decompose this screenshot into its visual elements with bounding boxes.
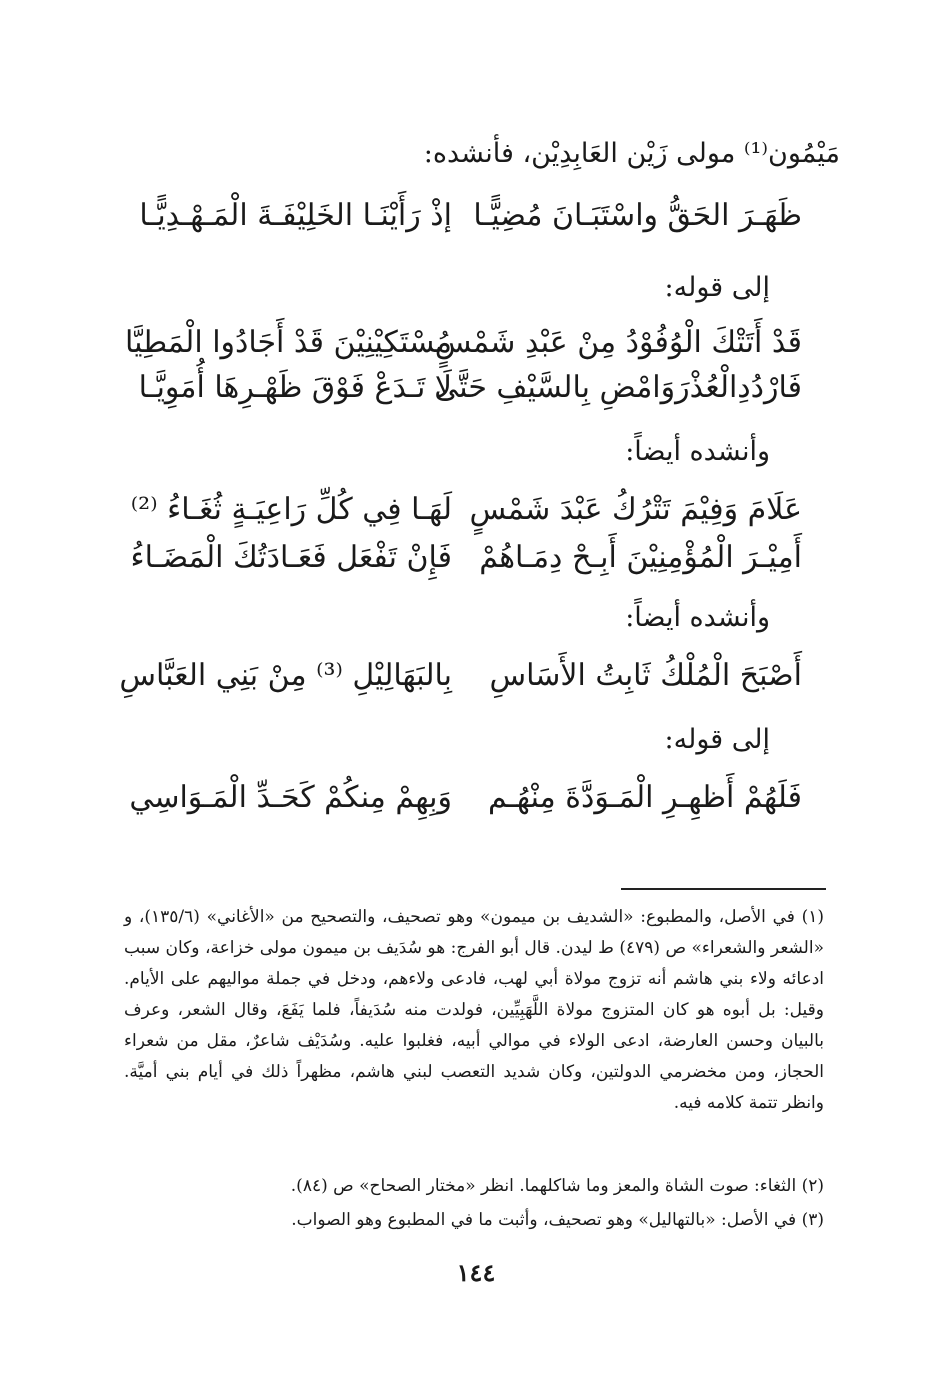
footnote-divider (621, 888, 826, 890)
verse-4-first-hemistich: عَلَامَ وَفِيْمَ تَتْرُكُ عَبْدَ شَمْسٍ (469, 492, 802, 527)
verse-2-first-hemistich: قَدْ أَتَتْكَ الْوُفُوْدُ مِنْ عَبْدِ شَمْسٍ (434, 325, 802, 360)
label-ila-qawlihi-2: إلى قوله: (664, 724, 770, 755)
verse-6-second-hemistich: بِالبَهَالِيْلِ ⁽³⁾ مِنْ بَنِي العَبَّاسِ (119, 658, 452, 693)
verse-7-first-hemistich: فَلَهُمْ أَظهِـرِ الْمَـوَدَّةَ مِنْهُـم (488, 780, 802, 815)
footnote-3: (٣) في الأصل: «بالتهاليل» وهو تصحيف، وأثبت ما في المطبوع وهو الصواب. (291, 1210, 824, 1230)
verse-5-first-hemistich: أَمِيْـرَ الْمُؤْمِنِيْنَ أَبِـحْ دِمَـاهُمْ (479, 540, 802, 575)
verse-4-second-hemistich: لَهَـا فِي كُلِّ رَاعِيَـةٍ ثُغَـاءُ ⁽²⁾ (130, 492, 452, 527)
verse-1-first-hemistich: ظَهَـرَ الحَقُّ واسْتَبَـانَ مُضِيًّـا (473, 198, 802, 233)
verse-3-first-hemistich: فَارْدُدِالْعُذْرَوَامْضِ بِالسَّيْفِ حَتَّى (434, 370, 802, 405)
footnote-2: (٢) الثغاء: صوت الشاة والمعز وما شاكلهما. انظر «مختار الصحاح» ص (٨٤). (290, 1176, 824, 1196)
verse-2-second-hemistich: مُسْتَكِيْنِيْنَ قَدْ أَجَادُوا الْمَطِيَّا (125, 325, 452, 360)
label-ila-qawlihi: إلى قوله: (664, 272, 770, 303)
verse-1-second-hemistich: إذْ رَأَيْنَـا الخَلِيْفَـةَ الْمَـهْـدِيًّـا (139, 198, 452, 233)
verse-5-second-hemistich: فَإِنْ تَفْعَل فَعَـادَتُكَ الْمَضَـاءُ (130, 540, 452, 575)
verse-7-second-hemistich: وَبِهِمْ مِنكُمْ كَحَـدِّ الْمَـوَاسِي (129, 780, 452, 815)
label-anshadahu-aydan: وأنشده أيضاً: (625, 436, 770, 467)
verse-3-second-hemistich: لَا تَـدَعْ فَوْقَ ظَهْـرِهَا أُمَوِيَّـا (138, 370, 452, 405)
label-anshadahu-aydan-2: وأنشده أيضاً: (625, 602, 770, 633)
intro-line: مَيْمُون⁽¹⁾ مولى زَيْن العَابِدِيْن، فأنشده: (423, 138, 840, 169)
page-number: ١٤٤ (456, 1258, 496, 1287)
footnote-1: (١) في الأصل، والمطبوع: «الشديف بن ميمون» وهو تصحيف، والتصحيح من «الأغاني» (١٣٥/٦)، و «الشعر والشعراء» ص (٤٧٩) ط ليدن. قال أبو الفرج: هو سُدَيف بن ميمون مولى خزاعة، وكان سبب ادعائه ولاء بني هاشم أنه تزوج مولاة أبي لهب، فادعى ولاءهم، ودخل في جملة مواليهم على الأيام. وقيل: بل أبوه هو كان المتزوج مولاة اللَّهَبِيِّين، فولدت منه سُدَيفاً، فلما يَفَعَ، وقال الشعر، وعرف بالبيان وحسن العارضة، ادعى الولاء في موالي أبيه، فغلبوا عليه. وسُدَيْف شاعرٌ، مقل من شعراء الحجاز، ومن مخضرمي الدولتين، وكان شديد التعصب لبني هاشم، مظهراً ذلك في أيام بني أميَّة. وانظر تتمة كلامه فيه. (124, 907, 824, 1113)
verse-6-first-hemistich: أَصْبَحَ الْمُلْكُ ثَابِتُ الأَسَاسِ (489, 658, 802, 693)
